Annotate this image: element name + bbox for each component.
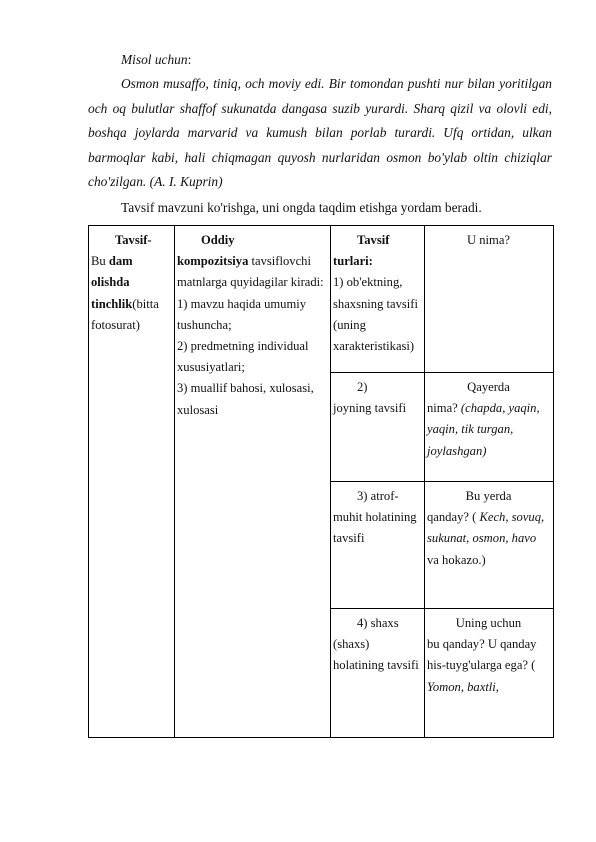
question-text: nima? <box>427 401 461 416</box>
question-head: U nima? <box>466 233 510 247</box>
composition-item: 1) mavzu haqida umumiy tushuncha; <box>177 296 307 332</box>
question-examples: Yomon, baxtli, <box>427 679 499 694</box>
type-head: Tavsif <box>357 233 390 247</box>
description-text-part: Bu <box>91 254 109 269</box>
example-label: Misol uchun <box>121 52 188 67</box>
composition-text <box>177 254 324 289</box>
type-text: muhit holatining tavsifi <box>333 510 417 546</box>
question-text: bu qanday? U qanday his-tuyg'ularga ega? ( <box>427 637 537 673</box>
question-head: Uning uchun <box>455 616 522 630</box>
description-text-part: (bitta fotosurat) <box>91 296 159 332</box>
table-row <box>89 226 554 373</box>
question-examples: (chapda, yaqin, yaqin, tik turgan, joylashgan) <box>427 401 540 458</box>
example-colon: : <box>187 52 192 67</box>
composition-item: 2) predmetning individual xususiyatlari; <box>177 339 309 375</box>
type-bold: turlari: <box>333 254 373 269</box>
question-cell <box>425 373 554 482</box>
description-table <box>88 225 554 738</box>
lead-sentence: Tavsif mavzuni ko'rishga, uni ongda taqdim etishga yordam beradi. <box>121 200 482 215</box>
type-text: joyning tavsifi <box>333 401 407 416</box>
composition-title: Oddiy <box>201 233 235 247</box>
description-bold: dam olishda tinchlik <box>91 254 133 311</box>
composition-item: 3) muallif bahosi, xulosasi, xulosasi <box>177 381 314 417</box>
question-examples: Kech, sovuq, sukunat, osmon, havo <box>427 510 545 546</box>
example-intro <box>88 48 552 73</box>
composition-bold: kompozitsiya <box>177 254 249 269</box>
type-head: 2) <box>357 380 368 394</box>
type-text: (shaxs) holatining tavsifi <box>333 637 419 673</box>
type-head: 3) atrof- <box>357 489 399 503</box>
type-cell <box>331 482 425 609</box>
type-cell <box>331 609 425 738</box>
type-cell <box>331 226 425 373</box>
composition-text-part: tavsiflovchi matnlarga quyidagilar kiradi: <box>177 254 324 290</box>
description-cell <box>89 226 175 738</box>
type-head: 4) shaxs <box>357 616 399 630</box>
question-cell <box>425 482 554 609</box>
question-tail: va hokazo.) <box>427 552 486 567</box>
question-cell <box>425 609 554 738</box>
question-cell <box>425 226 554 373</box>
type-cell <box>331 373 425 482</box>
description-title: Tavsif- <box>115 233 152 247</box>
composition-cell <box>175 226 331 738</box>
question-head: Bu yerda <box>465 489 512 503</box>
description-text <box>91 254 159 332</box>
example-quote: Osmon musaffo, tiniq, och moviy edi. Bir tomondan pushti nur bilan yoritilgan och oq bulutlar shaffof sukunatda dangasa suzib yurardi. Sharq qizil va olovli edi, boshqa joylarda marvarid va kumush bilan porlab turardi. Ufq ortidan, ulkan barmoqlar kabi, hali chiqmagan quyosh nurlaridan osmon bo'ylab oltin chiziqlar cho'zilgan. (A. I. Kuprin) <box>88 76 552 189</box>
type-text: 1) ob'ektning, shaxsning tavsifi (uning xarakteristikasi) <box>333 275 419 354</box>
question-text: qanday? ( <box>427 510 480 525</box>
question-head: Qayerda <box>467 380 510 394</box>
